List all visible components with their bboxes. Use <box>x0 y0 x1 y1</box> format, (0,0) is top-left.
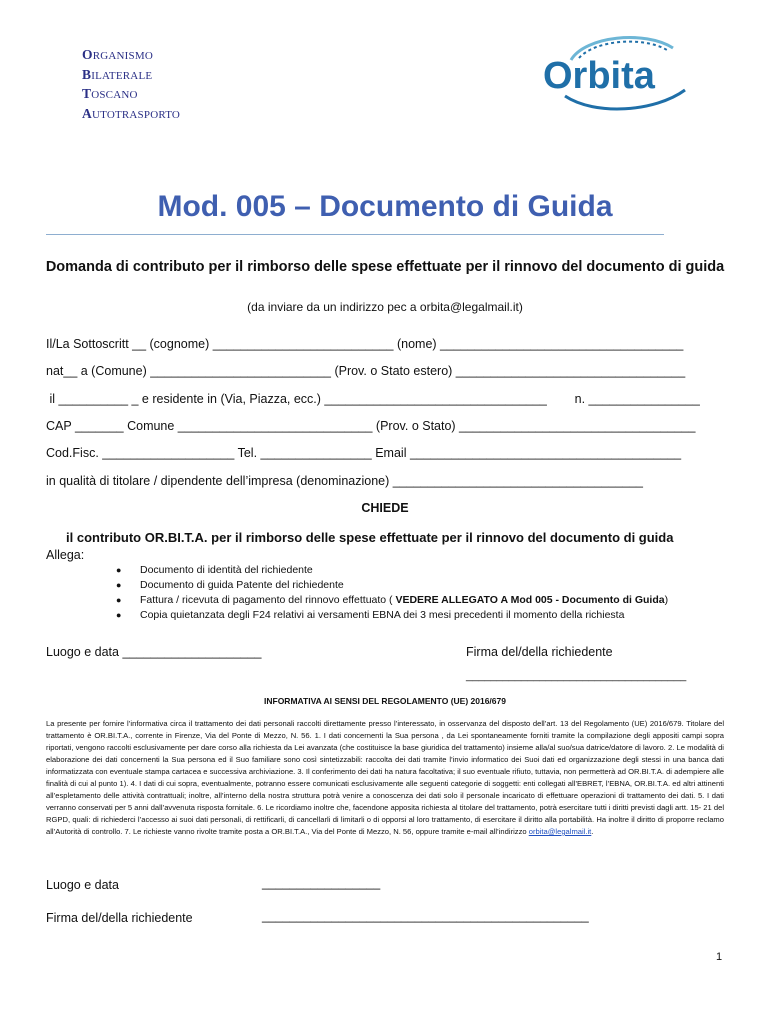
chiede-heading: CHIEDE <box>361 501 409 515</box>
org-line: ORGANISMO <box>82 47 153 62</box>
footer-firma-label: Firma del/della richiedente <box>46 911 193 925</box>
page-number: 1 <box>716 951 723 963</box>
form-line-birth[interactable]: nat__ a (Comune) __________________________ (Prov. o Stato estero) _________________________________ <box>46 364 686 378</box>
submission-note: (da inviare da un indirizzo pec a orbita@legalmail.it) <box>247 300 523 314</box>
informativa-body: La presente per fornire l’informativa circa il trattamento dei dati personali raccolti direttamente presso l’interessato, in osservanza del disposto dell’art. 13 del Regolamento (UE) 2016/679. Titolare del trattamento è OR.BI.T.A., corrente in Firenze, Via del Ponte di Mezzo, N. 56. 1. I dati concernenti la Sua persona , da Lei spontaneamente forniti tramite la compilazione degli appositi campi sopra riportati, vengono raccolti esclusivamente per dare corso alla richiesta da Lei avanzata (che costituisce la base giuridica del trattamento) insieme alla/al suo/sua datrice/datore di lavoro. 2. Le modalità di elaborazione dei dati concernenti la Sua persona ed il Suo familiare sono così sintetizzabili: raccolta dei dati tramite l’invio informatico dei Suoi dati ed organizzazione degli stessi in una banca dati informatizzata con eventuale stampa cartacea e successiva archiviazione. 3. Il conferimento dei dati ha natura facoltativa; il suo eventuale rifiuto, tuttavia, non permetterà ad OR.BI.T.A. di adempiere alle finalità di cui al punto 1). 4. I dati di cui sopra, eventualmente, potranno essere comunicati esclusivamente alle seguenti categorie di soggetti: enti collegati all’EBRET, l’EBNA, OR.BI.T.A. ed altri attinenti all’espletamento delle attività contrattuali; inoltre, all’interno della nostra struttura potrà venire a conoscenza dei dati solo il personale incaricato di effettuare operazioni di trattamento dei dati. 5. I dati verranno conservati per 5 anni dall’avvenuta risposta fornitale. 6. Le ricordiamo inoltre che, facendone apposita richiesta al titolare del trattamento, potrà esercitare tutti i diritti previsti dagli artt. 15- 21 del RGPD, quali: di richiederci l’accesso ai suoi dati personali, di rettificarli, di cancellarli di limitarli o di opporsi al loro trattamento, di esercitare il diritto alla portabilità. Ha inoltre il diritto di proporre reclamo all’Autorità di controllo. 7. Le richieste vanno rivolte tramite posta a OR.BI.T.A., Via del Ponte di Mezzo, N. 56, oppure tramite e-mail all’indirizzo orbita@legalmail.it. <box>46 719 724 836</box>
logo-text: Orbita <box>543 55 655 97</box>
org-line: AUTOTRASPORTO <box>82 105 181 121</box>
firma-label: Firma del/della richiedente <box>466 645 613 659</box>
form-line-name[interactable]: Il/La Sottoscritt __ (cognome) __________________________ (nome) ___________________________________ <box>46 337 684 351</box>
organization-name <box>82 46 180 124</box>
email-link[interactable]: orbita@legalmail.it <box>528 827 592 836</box>
list-item: ● Documento di guida Patente del richiedente <box>116 578 668 593</box>
footer-luogo-data-label: Luogo e data <box>46 878 119 892</box>
orbita-logo <box>535 32 715 112</box>
luogo-data-field[interactable]: Luogo e data ____________________ <box>46 645 262 659</box>
list-item: ● Copia quietanzata degli F24 relativi ai versamenti EBNA dei 3 mesi precedenti il momento della richiesta <box>116 608 668 623</box>
list-item: ● Fattura / ricevuta di pagamento del rinnovo effettuato ( VEDERE ALLEGATO A Mod 005 - Documento di Guida) <box>116 593 668 608</box>
form-line-contacts[interactable]: Cod.Fisc. ___________________ Tel. ________________ Email _______________________________________ <box>46 446 682 460</box>
org-line: BILATERALE <box>82 66 153 82</box>
list-item: ● Documento di identità del richiedente <box>116 563 668 578</box>
org-line: TOSCANO <box>82 86 138 101</box>
attachments-list <box>116 563 668 623</box>
form-line-company[interactable]: in qualità di titolare / dipendente dell’impresa (denominazione) ____________________________________ <box>46 474 644 488</box>
title-divider <box>46 234 664 235</box>
firma-line[interactable]: ____________________________________ <box>466 670 687 682</box>
footer-luogo-data-line[interactable]: _________________ <box>262 876 381 890</box>
document-subtitle: Domanda di contributo per il rimborso delle spese effettuate per il rinnovo del documento di guida <box>45 259 725 275</box>
informativa-title: INFORMATIVA AI SENSI DEL REGOLAMENTO (UE) 2016/679 <box>264 696 506 706</box>
allega-label: Allega: <box>46 548 85 562</box>
document-title: Mod. 005 – Documento di Guida <box>157 190 613 223</box>
request-text: il contributo OR.BI.T.A. per il rimborso delle spese effettuate per il rinnovo del documento di guida <box>66 530 674 545</box>
footer-firma-line[interactable]: _______________________________________________ <box>262 909 589 923</box>
form-line-cap[interactable]: CAP _______ Comune ____________________________ (Prov. o Stato) __________________________________ <box>46 419 696 433</box>
form-line-residence[interactable]: il __________ _ e residente in (Via, Piazza, ecc.) ________________________________ n. ________________ <box>46 392 700 406</box>
